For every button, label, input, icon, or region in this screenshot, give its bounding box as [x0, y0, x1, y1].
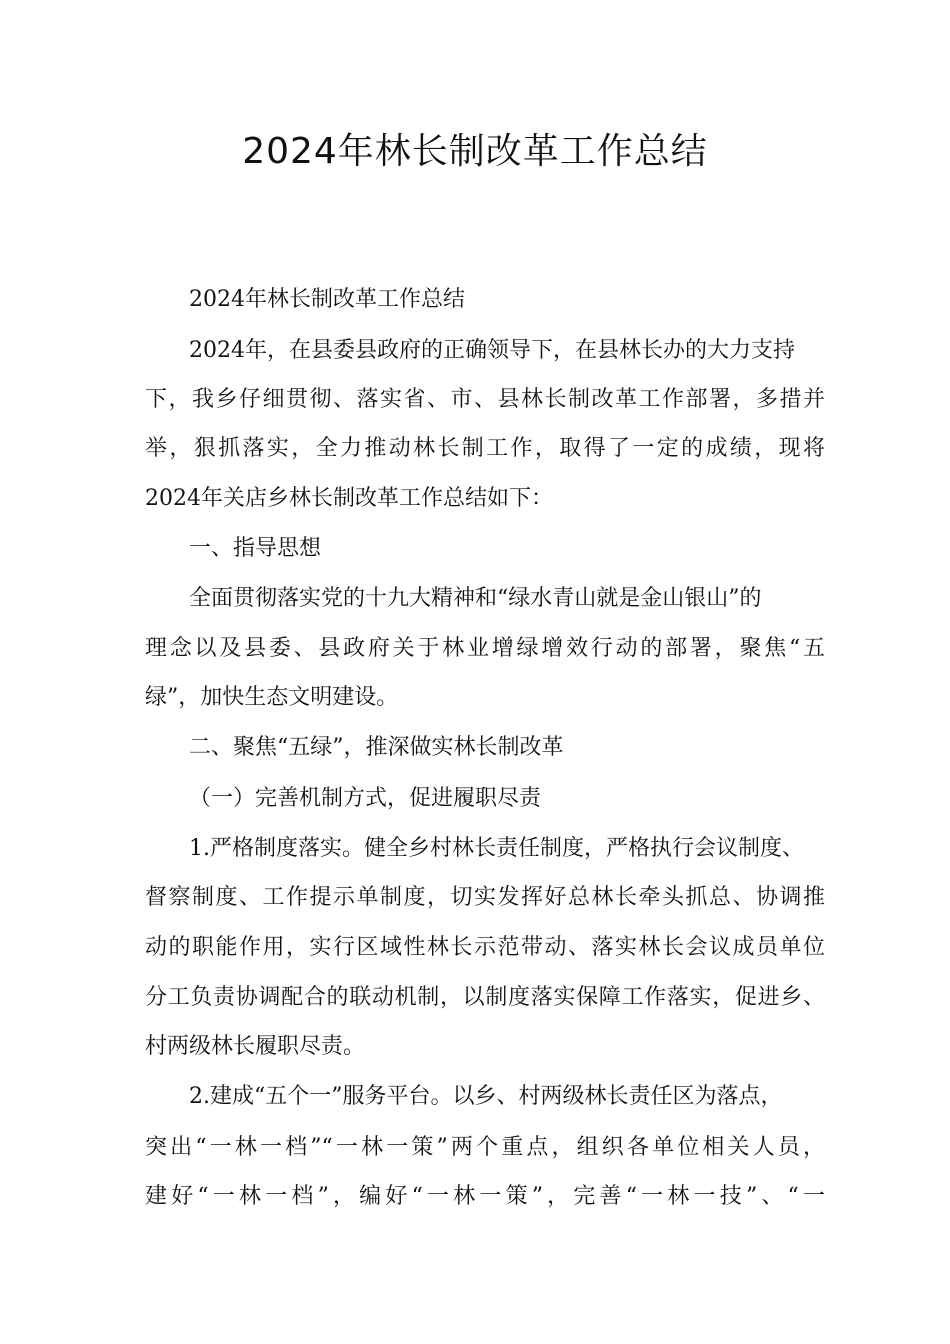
paragraph-line: 2024年关店乡林长制改革工作总结如下：	[145, 486, 553, 511]
paragraph-line: 督察制度、工作提示单制度，切实发挥好总林长牵头抓总、协调推	[145, 885, 825, 910]
paragraph-line: 举，狠抓落实，全力推动林长制工作，取得了一定的成绩，现将	[145, 436, 825, 461]
paragraph-line: 2.建成“五个一”服务平台。以乡、村两级林长责任区为落点，	[189, 1084, 783, 1109]
subtitle-line: 2024年林长制改革工作总结	[189, 287, 465, 312]
paragraph-line: 绿”，加快生态文明建设。	[145, 685, 399, 710]
paragraph-line: 突出“一林一档”“一林一策”两个重点，组织各单位相关人员，	[145, 1135, 825, 1160]
paragraph-line: 分工负责协调配合的联动机制，以制度落实保障工作落实，促进乡、	[145, 985, 825, 1010]
section-heading: 二、聚焦“五绿”，推深做实林长制改革	[189, 735, 564, 760]
subsection-heading: （一）完善机制方式，促进履职尽责	[189, 786, 542, 811]
paragraph-line: 1.严格制度落实。健全乡村林长责任制度，严格执行会议制度、	[189, 836, 804, 861]
paragraph-line: 动的职能作用，实行区域性林长示范带动、落实林长会议成员单位	[145, 935, 825, 960]
paragraph-line: 理念以及县委、县政府关于林业增绿增效行动的部署，聚焦“五	[145, 636, 825, 661]
section-heading: 一、指导思想	[189, 536, 322, 561]
paragraph-line: 全面贯彻落实党的十九大精神和“绿水青山就是金山银山”的	[189, 586, 762, 611]
document-title: 2024年林长制改革工作总结	[242, 131, 708, 172]
paragraph-line: 村两级林长履职尽责。	[145, 1034, 366, 1059]
paragraph-line: 下，我乡仔细贯彻、落实省、市、县林长制改革工作部署，多措并	[145, 387, 825, 412]
paragraph-line: 建好“一林一档”，编好“一林一策”，完善“一林一技”、“一	[145, 1184, 825, 1209]
paragraph-line: 2024年，在县委县政府的正确领导下，在县林长办的大力支持	[189, 338, 795, 363]
